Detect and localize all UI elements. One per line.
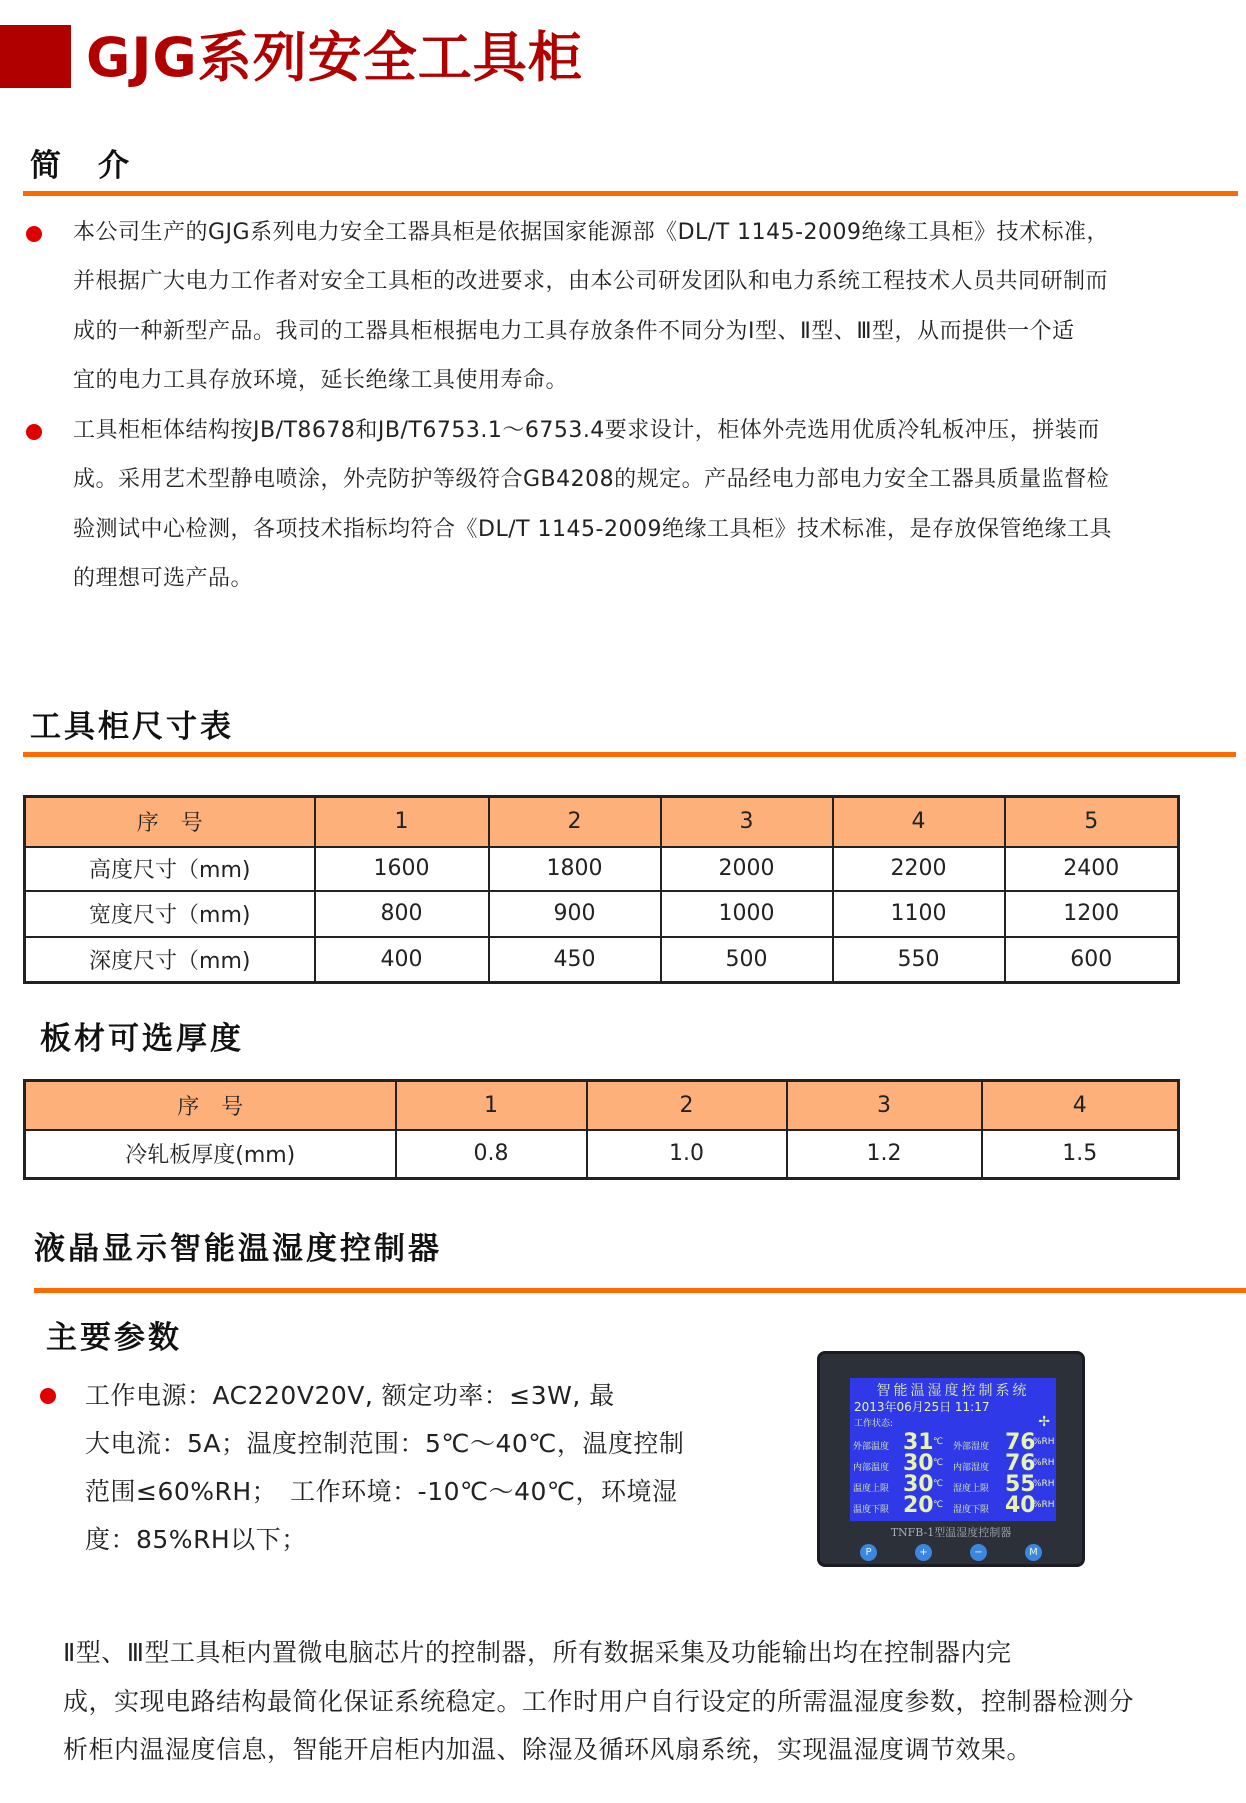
params-heading: 主要参数 [46,1320,182,1356]
page-title: GJG系列安全工具柜 [86,26,583,89]
cell: 1.5 [982,1130,1179,1179]
value: 76 [1005,1430,1036,1455]
thickness-table [23,1079,1180,1180]
unit: %RH [1033,1458,1055,1468]
label: 外部湿度 [953,1442,990,1452]
table-header-row [25,797,1179,847]
controller-description [63,1629,1233,1775]
line: 范围≤60%RH； 工作环境：-10℃～40℃，环境湿 [85,1477,678,1506]
lcd-row [853,1430,1055,1455]
header-cell: 2 [489,797,661,847]
cell: 2200 [833,847,1005,891]
intro-paragraph-2 [73,406,1233,604]
plus-button: + [915,1544,932,1561]
line: Ⅱ型、Ⅲ型工具柜内置微电脑芯片的控制器，所有数据采集及功能输出均在控制器内完 [63,1638,1012,1667]
unit: ℃ [933,1479,944,1489]
cell: 1.2 [787,1130,982,1179]
cell: 1200 [1005,891,1179,937]
cell: 0.8 [396,1130,587,1179]
cell: 500 [661,937,833,983]
header-cell: 3 [661,797,833,847]
line: 成。采用艺术型静电喷涂，外壳防护等级符合GB4208的规定。产品经电力部电力安全工器具质量监督检 [73,467,1110,493]
cell: 600 [1005,937,1179,983]
unit: ℃ [933,1500,944,1510]
cell: 900 [489,891,661,937]
cell: 450 [489,937,661,983]
unit: %RH [1033,1437,1055,1447]
cell: 400 [315,937,489,983]
line: 的理想可选产品。 [73,566,254,592]
header-cell: 4 [833,797,1005,847]
thickness-heading: 板材可选厚度 [40,1021,244,1057]
header-cell: 1 [315,797,489,847]
line: 工具柜柜体结构按JB/T8678和JB/T6753.1～6753.4要求设计，柜体外壳选用优质冷轧板冲压，拼装而 [73,418,1100,443]
label: 温度上限 [853,1484,890,1494]
header-cell: 3 [787,1081,982,1130]
divider [34,1288,1246,1293]
minus-button: − [970,1544,987,1561]
params-paragraph [85,1372,725,1564]
line: 并根据广大电力工作者对安全工具柜的改进要求，由本公司研发团队和电力系统工程技术人员共同研制而 [73,269,1109,295]
cell: 宽度尺寸（mm) [25,891,315,937]
label: 内部湿度 [953,1463,990,1473]
label: 内部温度 [853,1463,890,1473]
value: 55 [1005,1472,1036,1497]
line: 度：85%RH以下； [85,1525,307,1554]
value: 76 [1005,1451,1036,1476]
table-row [25,891,1179,937]
title-accent-block [0,25,71,88]
bullet-icon [40,1388,56,1404]
unit: ℃ [933,1458,944,1468]
cell: 冷轧板厚度(mm) [25,1130,396,1179]
size-table-heading: 工具柜尺寸表 [30,709,234,745]
header-cell: 1 [396,1081,587,1130]
lcd-title: 智能温湿度控制系统 [876,1383,1030,1399]
lcd-screen [850,1378,1056,1521]
size-table [23,795,1180,984]
cell: 1800 [489,847,661,891]
value: 30 [903,1451,934,1476]
cell: 1000 [661,891,833,937]
header-cell: 4 [982,1081,1179,1130]
lcd-status-label: 工作状态: [854,1419,894,1429]
line: 成的一种新型产品。我司的工器具柜根据电力工具存放条件不同分为Ⅰ型、Ⅱ型、Ⅲ型，从而提供一个适 [73,318,1075,344]
cell: 800 [315,891,489,937]
cell: 深度尺寸（mm) [25,937,315,983]
intro-paragraph-1 [73,208,1233,406]
header-cell: 2 [587,1081,787,1130]
header-cell: 5 [1005,797,1179,847]
bullet-icon [26,424,42,440]
cell: 2400 [1005,847,1179,891]
unit: %RH [1033,1500,1055,1510]
line: 成，实现电路结构最简化保证系统稳定。工作时用户自行设定的所需温湿度参数，控制器检测分 [63,1686,1135,1716]
cell: 1.0 [587,1130,787,1179]
label: 温度下限 [853,1505,890,1515]
value: 40 [1005,1493,1036,1518]
value: 20 [903,1493,934,1518]
header-cell: 序 号 [25,1081,396,1130]
label: 外部温度 [853,1442,890,1452]
line: 大电流：5A；温度控制范围：5℃～40℃，温度控制 [85,1429,685,1458]
fan-icon: ✢ [1038,1414,1050,1430]
table-header-row [25,1081,1179,1130]
line: 析柜内温湿度信息，智能开启柜内加温、除湿及循环风扇系统，实现温湿度调节效果。 [63,1735,1033,1764]
p-button: P [860,1544,877,1561]
controller-photo [817,1351,1085,1567]
divider [23,752,1236,757]
lcd-datetime: 2013年06月25日 11:17 [854,1400,990,1414]
cell: 550 [833,937,1005,983]
lcd-row [853,1493,1055,1518]
unit: %RH [1033,1479,1055,1489]
table-row [25,847,1179,891]
lcd-model-label: TNFB-1型温湿度控制器 [890,1526,1012,1539]
cell: 2000 [661,847,833,891]
bullet-icon [26,226,42,242]
table-row [25,1130,1179,1179]
line: 验测试中心检测，各项技术指标均符合《DL/T 1145-2009绝缘工具柜》技术标准，是存放保管绝缘工具 [73,516,1112,542]
intro-heading: 简 介 [30,148,132,184]
lcd-row [853,1472,1055,1497]
value: 31 [903,1430,934,1455]
unit: ℃ [933,1437,944,1447]
cell: 1600 [315,847,489,891]
line: 工作电源：AC220V20V, 额定功率：≤3W, 最 [85,1381,615,1410]
cell: 高度尺寸（mm) [25,847,315,891]
divider [23,191,1238,196]
table-row [25,937,1179,983]
header-cell: 序 号 [25,797,315,847]
label: 湿度上限 [953,1484,990,1494]
label: 湿度下限 [953,1505,990,1515]
m-button: M [1025,1544,1042,1561]
line: 本公司生产的GJG系列电力安全工器具柜是依据国家能源部《DL/T 1145-2009绝缘工具柜》技术标准， [73,220,1110,245]
line: 宜的电力工具存放环境，延长绝缘工具使用寿命。 [73,368,569,394]
controller-heading: 液晶显示智能温湿度控制器 [34,1231,442,1267]
lcd-row [853,1451,1055,1476]
value: 30 [903,1472,934,1497]
cell: 1100 [833,891,1005,937]
